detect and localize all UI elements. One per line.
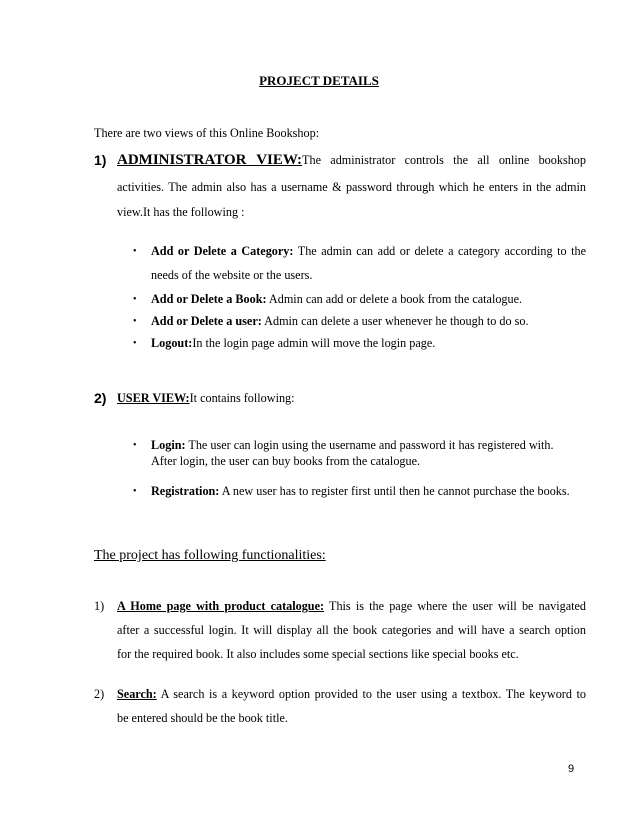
func-item-label: Search: xyxy=(117,687,157,701)
func-item-search-line2: be entered should be the book title. xyxy=(117,711,288,725)
bullet-label: Logout: xyxy=(151,336,193,350)
section1-first-line xyxy=(117,152,586,169)
func-item-label: A Home page with product catalogue: xyxy=(117,599,325,613)
page-title: PROJECT DETAILS xyxy=(259,73,379,88)
bullet-text: Admin can add or delete a book from the catalogue. xyxy=(266,292,523,306)
bullet-dot: • xyxy=(133,440,137,451)
page-number: 9 xyxy=(568,763,575,775)
func-item-number: 2) xyxy=(94,687,105,701)
bullet-label: Login: xyxy=(151,438,186,452)
bullet-text: The admin can add or delete a category according to the xyxy=(293,244,586,258)
section1-heading: ADMINISTRATOR VIEW: xyxy=(117,152,303,168)
section1-line1-rest: The administrator controls the all online bookshop xyxy=(302,153,586,167)
bullet-dot: • xyxy=(133,486,137,497)
section2-number: 2) xyxy=(94,390,107,406)
func-item-text: This is the page where the user will be navigated xyxy=(324,599,586,613)
user-bullet-login xyxy=(151,438,554,453)
admin-bullet-user xyxy=(151,314,529,329)
section1-line3: view.It has the following : xyxy=(117,205,245,219)
user-bullet-login-cont: After login, the user can buy books from the catalogue. xyxy=(151,454,421,468)
bullet-label: Registration: xyxy=(151,484,220,498)
admin-bullet-category-cont: needs of the website or the users. xyxy=(151,268,313,282)
bullet-label: Add or Delete a Book: xyxy=(151,292,267,306)
bullet-dot: • xyxy=(133,338,137,349)
bullet-label: Add or Delete a user: xyxy=(151,314,262,328)
bullet-dot: • xyxy=(133,294,137,305)
bullet-text: In the login page admin will move the login page. xyxy=(192,336,436,350)
user-bullet-registration xyxy=(151,484,570,499)
admin-bullet-book xyxy=(151,292,522,307)
func-item-home-line1 xyxy=(117,599,586,614)
admin-bullet-logout xyxy=(151,336,435,351)
section2-rest: It contains following: xyxy=(189,391,295,405)
bullet-dot: • xyxy=(133,246,137,257)
bullet-label: Add or Delete a Category: xyxy=(151,244,294,258)
functionalities-heading: The project has following functionalities: xyxy=(94,548,326,563)
bullet-text: Admin can delete a user whenever he though to do so. xyxy=(261,314,529,328)
section2-first-line xyxy=(117,391,295,406)
func-item-text: A search is a keyword option provided to the user using a textbox. The keyword to xyxy=(156,687,586,701)
func-item-home-line3: for the required book. It also includes some special sections like special books etc. xyxy=(117,647,519,661)
bullet-text: The user can login using the username and password it has registered with. xyxy=(185,438,554,452)
func-item-number: 1) xyxy=(94,599,105,613)
intro-text: There are two views of this Online Bookshop: xyxy=(94,126,320,140)
bullet-dot: • xyxy=(133,316,137,327)
admin-bullet-category xyxy=(151,244,586,259)
section2-heading: USER VIEW: xyxy=(117,391,190,405)
section1-line2: activities. The admin also has a username & password through which he enters in the admin xyxy=(117,180,586,194)
func-item-home-line2: after a successful login. It will display all the book categories and will have a search option xyxy=(117,623,586,637)
bullet-text: A new user has to register first until then he cannot purchase the books. xyxy=(219,484,570,498)
section1-number: 1) xyxy=(94,152,107,168)
func-item-search-line1 xyxy=(117,687,586,702)
